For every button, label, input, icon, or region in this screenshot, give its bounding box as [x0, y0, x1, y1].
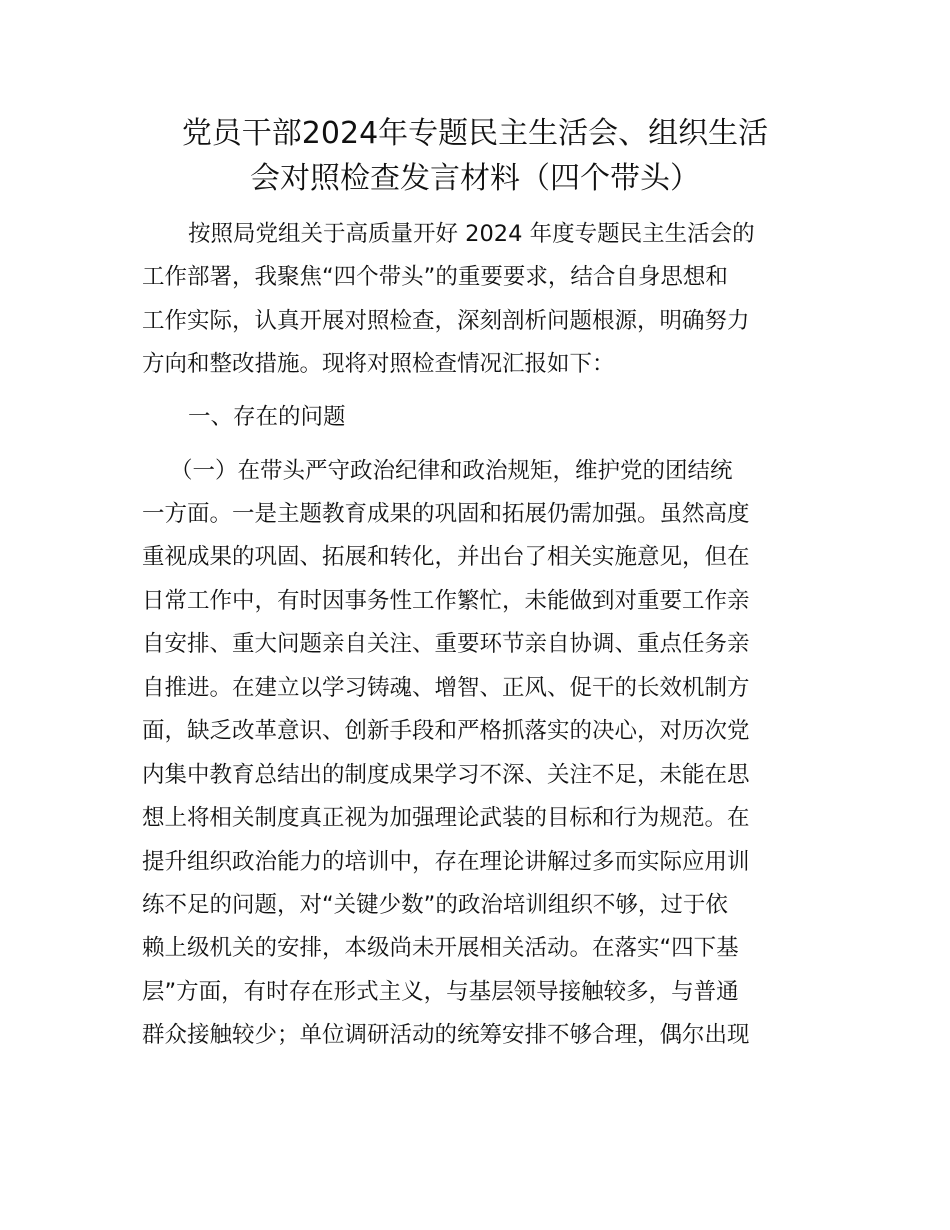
- section1-line-4: 日常工作中，有时因事务性工作繁忙，未能做到对重要工作亲: [142, 588, 750, 614]
- section1-line-3: 重视成果的巩固、拓展和转化，并出台了相关实施意见，但在: [142, 544, 750, 570]
- section1-line-11: 练不足的问题，对“关键少数”的政治培训组织不够，过于依: [142, 892, 728, 918]
- section-heading: 一、存在的问题: [188, 404, 346, 430]
- section1-line-1: （一）在带头严守政治纪律和政治规矩，维护党的团结统: [170, 458, 733, 484]
- section1-line-10: 提升组织政治能力的培训中，存在理论讲解过多而实际应用训: [142, 849, 750, 875]
- section1-line-6: 自推进。在建立以学习铸魂、增智、正风、促干的长效机制方: [142, 675, 750, 701]
- intro-line-2: 工作部署，我聚焦“四个带头”的重要要求，结合自身思想和: [142, 264, 728, 290]
- section1-line-14: 群众接触较少；单位调研活动的统筹安排不够合理，偶尔出现: [142, 1022, 750, 1048]
- section1-line-13: 层”方面，有时存在形式主义，与基层领导接触较多，与普通: [142, 979, 739, 1005]
- section1-line-7: 面，缺乏改革意识、创新手段和严格抓落实的决心，对历次党: [142, 718, 750, 744]
- intro-line-1: 按照局党组关于高质量开好 2024 年度专题民主生活会的: [188, 221, 755, 247]
- section1-line-5: 自安排、重大问题亲自关注、重要环节亲自协调、重点任务亲: [142, 631, 750, 657]
- document-title-line-2: 会对照检查发言材料（四个带头）: [250, 161, 700, 196]
- section1-line-8: 内集中教育总结出的制度成果学习不深、关注不足，未能在思: [142, 762, 750, 788]
- section1-line-9: 想上将相关制度真正视为加强理论武装的目标和行为规范。在: [142, 805, 750, 831]
- section1-line-2: 一方面。一是主题教育成果的巩固和拓展仍需加强。虽然高度: [142, 501, 750, 527]
- document-title-line-1: 党员干部2024年专题民主生活会、组织生活: [181, 116, 769, 151]
- intro-line-3: 工作实际，认真开展对照检查，深刻剖析问题根源，明确努力: [142, 308, 750, 334]
- intro-line-4: 方向和整改措施。现将对照检查情况汇报如下：: [142, 351, 615, 377]
- section1-line-12: 赖上级机关的安排，本级尚未开展相关活动。在落实“四下基: [142, 935, 739, 961]
